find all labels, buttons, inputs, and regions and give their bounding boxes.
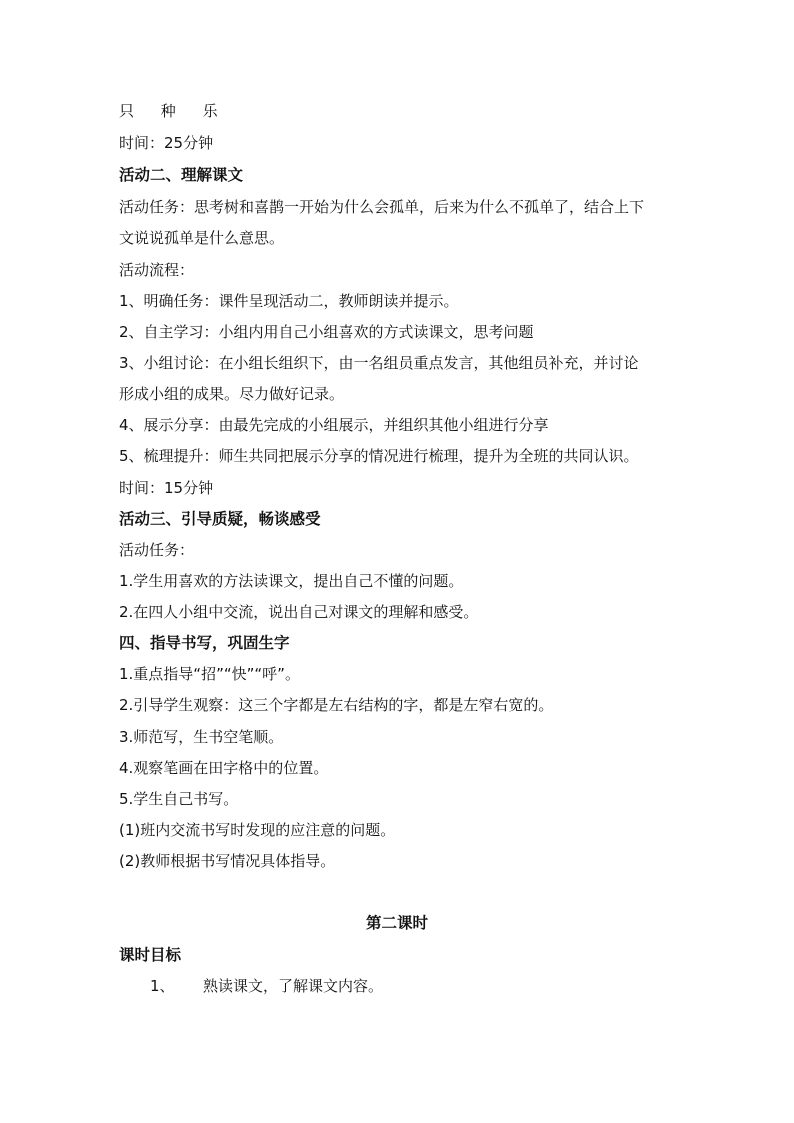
section4-item5: 5.学生自己书写。 [119, 790, 239, 808]
time-15min: 时间：15分钟 [119, 479, 214, 497]
char-2: 种 [160, 102, 176, 120]
activity2-heading: 活动二、理解课文 [119, 166, 244, 184]
activity2-step3-line1: 3、小组讨论：在小组长组织下，由一名组员重点发言，其他组员补充，并讨论 [119, 354, 639, 372]
activity3-task-label: 活动任务： [119, 541, 195, 559]
section4-sub2: (2)教师根据书写情况具体指导。 [119, 852, 336, 870]
lesson2-title: 第二课时 [365, 914, 428, 932]
activity2-step5: 5、梳理提升：师生共同把展示分享的情况进行梳理，提升为全班的共同认识。 [119, 447, 639, 465]
section4-sub1: (1)班内交流书写时发现的应注意的问题。 [119, 821, 396, 839]
activity3-heading: 活动三、引导质疑，畅谈感受 [119, 510, 321, 528]
goal1-text: 熟读课文，了解课文内容。 [203, 977, 384, 995]
activity2-step3-line2: 形成小组的成果。尽力做好记录。 [119, 385, 345, 403]
activity2-task-line1: 活动任务：思考树和喜鹊一开始为什么会孤单，后来为什么不孤单了，结合上下 [119, 198, 645, 216]
char-1: 只 [119, 102, 135, 120]
char-3: 乐 [202, 102, 218, 120]
section4-item2: 2.引导学生观察：这三个字都是左右结构的字，都是左窄右宽的。 [119, 696, 554, 714]
activity2-task-line2: 文说说孤单是什么意思。 [119, 229, 285, 247]
characters-line [119, 101, 218, 121]
activity3-item1: 1.学生用喜欢的方法读课文，提出自己不懂的问题。 [119, 572, 464, 590]
section4-heading: 四、指导书写，巩固生字 [119, 634, 290, 652]
time-25min: 时间：25分钟 [119, 134, 214, 152]
section4-item3: 3.师范写，生书空笔顺。 [119, 728, 284, 746]
activity2-step1: 1、明确任务：课件呈现活动二，教师朗读并提示。 [119, 292, 459, 310]
activity3-item2: 2.在四人小组中交流，说出自己对课文的理解和感受。 [119, 603, 479, 621]
lesson2-goals-heading: 课时目标 [119, 946, 182, 964]
activity2-step2: 2、自主学习：小组内用自己小组喜欢的方式读课文，思考问题 [119, 323, 534, 341]
section4-item4: 4.观察笔画在田字格中的位置。 [119, 759, 329, 777]
activity2-step4: 4、展示分享：由最先完成的小组展示，并组织其他小组进行分享 [119, 416, 549, 434]
activity2-flow-label: 活动流程： [119, 261, 195, 279]
section4-item1: 1.重点指导“招”“快”“呼”。 [119, 665, 300, 683]
goal1-number: 1、 [150, 977, 175, 995]
